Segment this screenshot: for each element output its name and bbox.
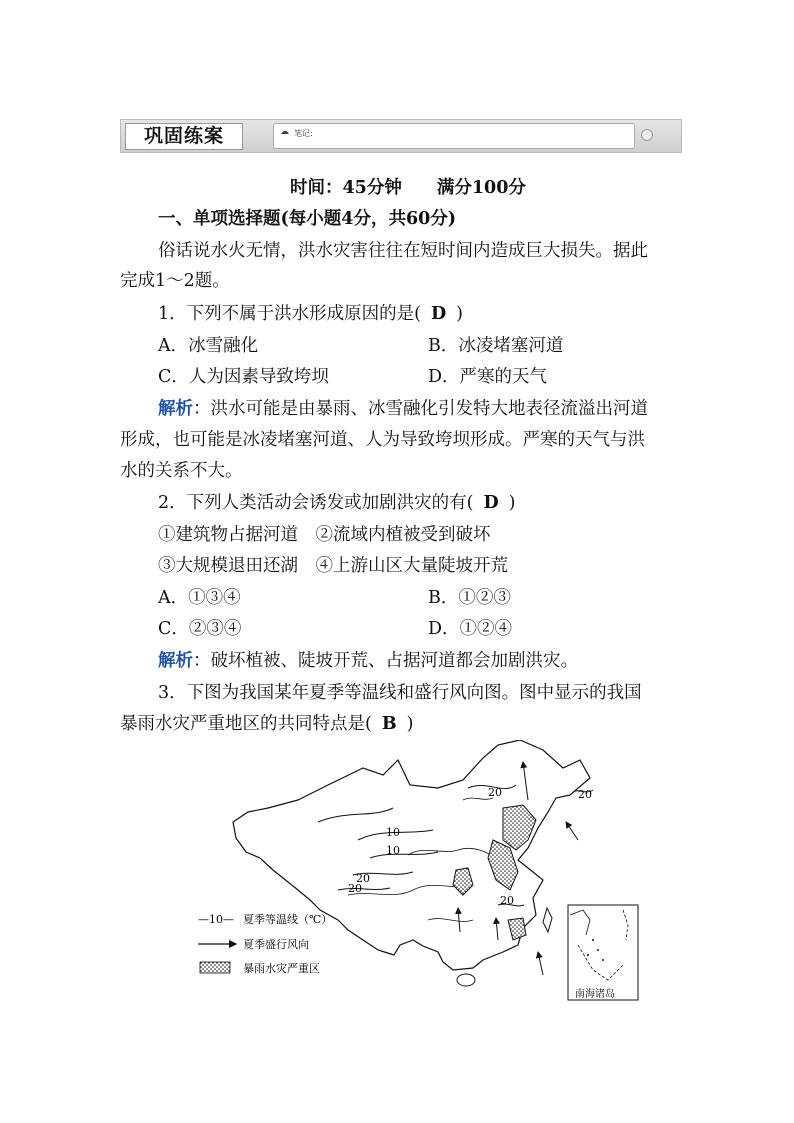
legend-flood-label: 暴雨水灾严重区 [243, 962, 320, 975]
flood-area-west [453, 868, 473, 895]
legend-isotherm-symbol: —10— [198, 913, 234, 926]
question-2-stem: 2．下列人类活动会诱发或加剧洪灾的有( [158, 493, 474, 513]
q1-analysis-text-1: ：洪水可能是由暴雨、冰雪融化引发特大地表径流溢出河道 [193, 399, 648, 419]
china-outline [233, 740, 590, 970]
question-3-line-2 [120, 713, 413, 735]
south-sea-inset [568, 905, 638, 1000]
q2-option-a: A．①③④ [158, 588, 241, 608]
notes-label: 笔记: [294, 129, 313, 138]
isotherm-label: 20 [500, 894, 514, 907]
question-2-close: ) [508, 493, 516, 513]
q2-analysis [158, 650, 578, 672]
intro-line-2: 完成1～2题。 [120, 271, 230, 291]
q1-option-a: A．冰雪融化 [158, 336, 259, 356]
q2-analysis-text: ：破坏植被、陡坡开荒、占据河道都会加剧洪灾。 [193, 651, 578, 671]
exam-info: 时间：45分钟 满分100分 [290, 178, 526, 198]
isotherm-label: 20 [578, 788, 592, 801]
cloud-icon: ☁ [280, 127, 289, 137]
q1-analysis-line-1 [158, 398, 648, 420]
question-3-stem: 暴雨水灾严重地区的共同特点是( [120, 714, 372, 734]
flood-area-south [508, 918, 526, 940]
q2-option-c: C．②③④ [158, 619, 242, 639]
map-legend [198, 912, 332, 975]
isotherm-label: 20 [356, 872, 370, 885]
isotherm-label: 20 [488, 786, 502, 799]
q1-option-c: C．人为因素导致垮坝 [158, 367, 329, 387]
isotherm-label: 20 [348, 882, 362, 895]
q2-statements-1: ①建筑物占据河道 ②流域内植被受到破坏 [158, 525, 491, 545]
q2-analysis-label: 解析 [158, 651, 193, 671]
close-icon[interactable] [641, 129, 653, 141]
isotherm-label: 10 [386, 826, 400, 839]
question-3-answer: B [381, 714, 397, 734]
isotherm-label: 10 [386, 844, 400, 857]
q2-option-d: D．①②④ [428, 619, 513, 639]
header-banner [120, 119, 682, 153]
intro-line-1: 俗话说水火无情，洪水灾害往往在短时间内造成巨大损失。据此 [158, 241, 648, 261]
q2-statements-2: ③大规模退田还湖 ④上游山区大量陡坡开荒 [158, 556, 508, 576]
flood-area-north [503, 805, 536, 850]
question-1-close: ) [456, 304, 463, 324]
legend-isotherm-label: 夏季等温线（℃） [243, 913, 333, 926]
question-2 [158, 492, 515, 514]
q2-option-b: B．①②③ [428, 588, 511, 608]
section-title: 巩固练案 [125, 123, 243, 150]
q1-analysis-label: 解析 [158, 399, 193, 419]
q1-option-d: D．严寒的天气 [428, 367, 548, 387]
q1-analysis-line-2: 形成，也可能是冰凌堵塞河道、人为导致垮坝形成。严寒的天气与洪 [120, 430, 645, 450]
china-summer-map [198, 740, 643, 1005]
question-3-line-1: 3．下图为我国某年夏季等温线和盛行风向图。图中显示的我国 [158, 683, 642, 703]
question-1-stem: 1．下列不属于洪水形成原因的是( [158, 304, 421, 324]
legend-wind-label: 夏季盛行风向 [243, 938, 309, 951]
q1-option-b: B．冰凌堵塞河道 [428, 336, 564, 356]
legend-flood-swatch [200, 962, 230, 973]
q1-analysis-line-3: 水的关系不大。 [120, 461, 243, 481]
notes-field[interactable] [273, 123, 635, 149]
question-2-answer: D [483, 493, 499, 513]
inset-label: 南海诸岛 [575, 989, 615, 1000]
hainan-island [457, 974, 475, 986]
question-3-close: ) [406, 714, 414, 734]
taiwan-island [543, 908, 552, 932]
section-heading: 一、单项选择题(每小题4分，共60分) [158, 209, 457, 229]
question-1 [158, 303, 463, 325]
question-1-answer: D [430, 304, 447, 324]
